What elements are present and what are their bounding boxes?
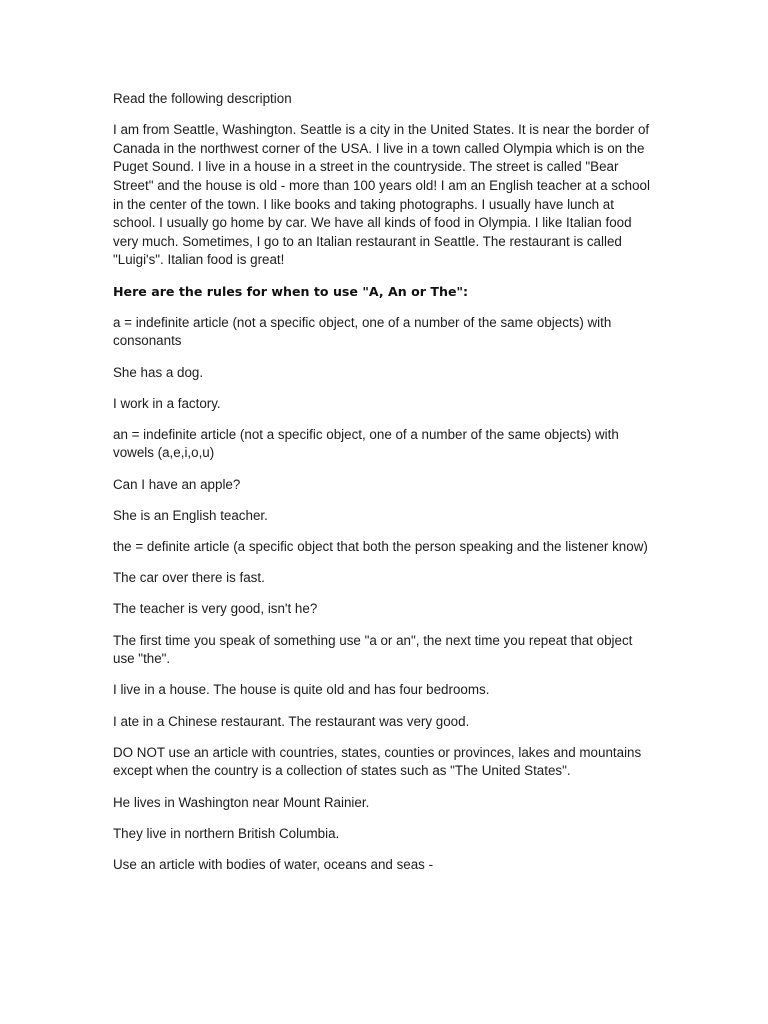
intro-heading: Read the following description <box>113 91 292 106</box>
the-example-1: The car over there is fast. <box>113 570 265 586</box>
rules-heading: Here are the rules for when to use "A, An or The": <box>113 283 469 299</box>
the-example-2: The teacher is very good, isn't he? <box>113 601 318 617</box>
an-example-2: She is an English teacher. <box>113 507 268 523</box>
first-time-rule: The first time you speak of something use "a or an", the next time you repeat that object use "the". <box>113 632 633 667</box>
an-rule: an = indefinite article (not a specific object, one of a number of the same objects) with vowels (a,e,i,o,u) <box>113 426 619 461</box>
document-page <box>113 90 655 887</box>
water-rule: Use an article with bodies of water, oceans and seas - <box>113 856 434 872</box>
description-paragraph: I am from Seattle, Washington. Seattle is a city in the United States. It is near the border of Canada in the northwest corner of the USA. I live in a town called Olympia which is on the Puget Sound. I live in a house in a street in the countryside. The street is called "Bear Street" and the house is old - more than 100 years old! I am an English teacher at a school in the center of the town. I like books and taking photographs. I usually have lunch at school. I usually go home by car. We have all kinds of food in Olympia. I like Italian food very much. Sometimes, I go to an Italian restaurant in Seattle. The restaurant is called "Luigi's". Italian food is great! <box>113 122 650 268</box>
first-time-example-1: I live in a house. The house is quite old and has four bedrooms. <box>113 682 490 698</box>
an-example-1: Can I have an apple? <box>113 476 241 492</box>
no-article-rule: DO NOT use an article with countries, states, counties or provinces, lakes and mountains except when the country is a collection of states such as "The United States". <box>113 744 642 779</box>
a-example-1: She has a dog. <box>113 364 204 380</box>
a-example-2: I work in a factory. <box>113 395 221 411</box>
a-rule: a = indefinite article (not a specific object, one of a number of the same objects) with consonants <box>113 314 612 349</box>
first-time-example-2: I ate in a Chinese restaurant. The restaurant was very good. <box>113 713 470 729</box>
no-article-example-2: They live in northern British Columbia. <box>113 825 340 841</box>
no-article-example-1: He lives in Washington near Mount Rainier. <box>113 794 370 810</box>
the-rule: the = definite article (a specific object that both the person speaking and the listener know) <box>113 539 648 555</box>
